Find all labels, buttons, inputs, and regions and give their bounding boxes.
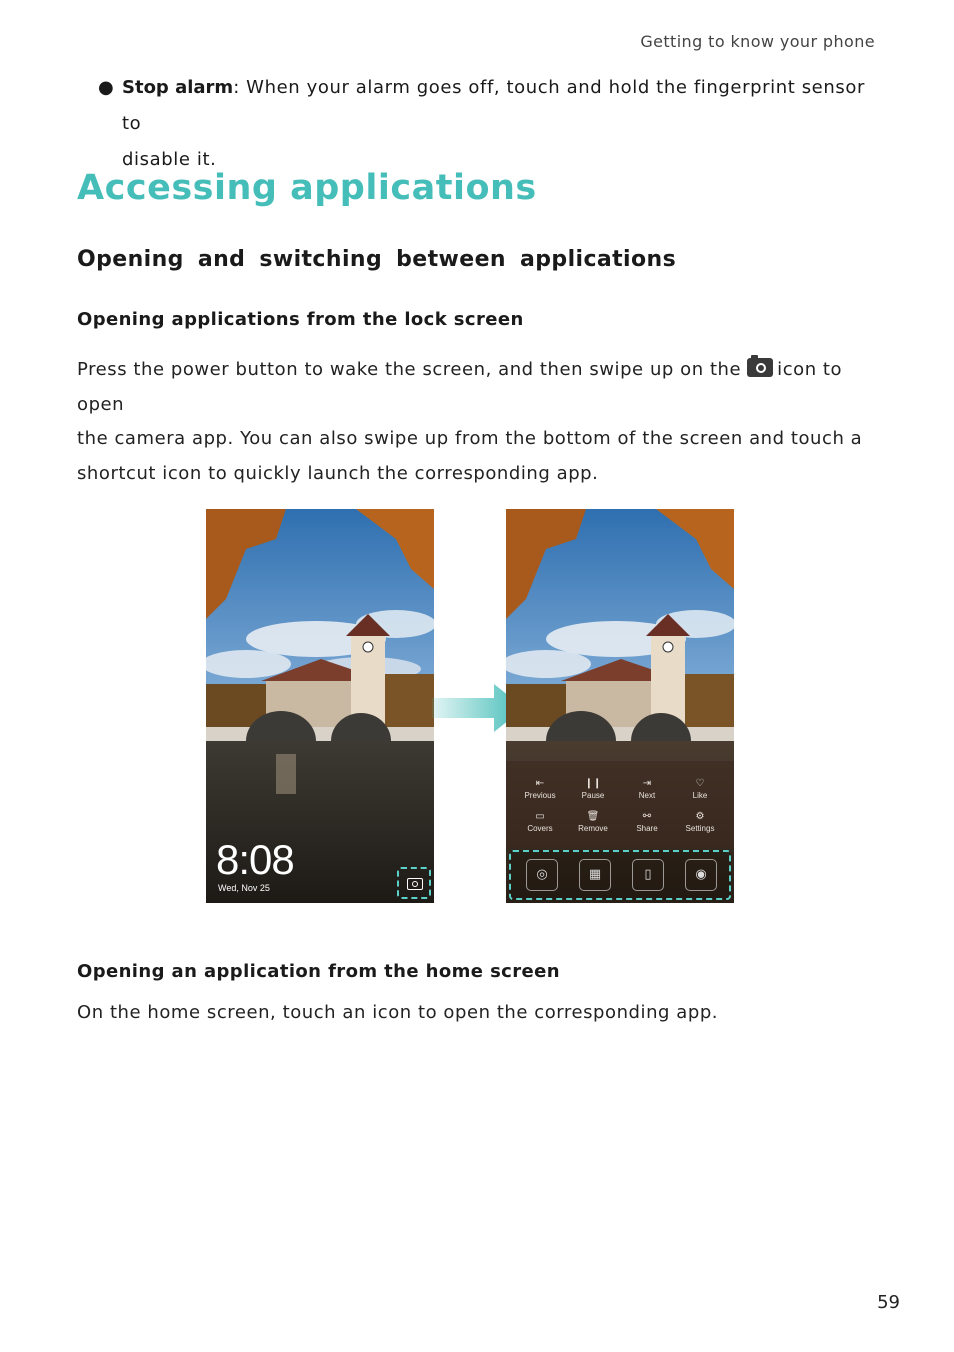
home-screen-paragraph: On the home screen, touch an icon to open the corresponding app. <box>77 1002 719 1023</box>
flashlight-icon: ▯ <box>644 867 652 882</box>
settings-label: Settings <box>685 824 715 833</box>
lock-screen-phone <box>206 509 434 903</box>
bullet-dot: ● <box>98 77 115 98</box>
pause-icon: ❙❙ <box>584 778 602 789</box>
previous-icon: ⇤ <box>535 778 545 789</box>
heart-icon: ♡ <box>695 778 705 789</box>
lock-screen-paragraph <box>77 353 877 491</box>
stop-alarm-bullet <box>98 70 878 178</box>
shortcut-tray <box>509 850 731 900</box>
recorder-icon: ◎ <box>536 867 548 882</box>
lock-screen-line3: shortcut icon to quickly launch the corresponding app. <box>77 462 599 484</box>
camera-icon <box>747 358 773 377</box>
music-control-panel <box>506 761 734 847</box>
home-screen-heading: Opening an application from the home screen <box>77 961 560 982</box>
share-label: Share <box>636 824 658 833</box>
next-icon: ⇥ <box>642 778 652 789</box>
covers-label: Covers <box>527 824 553 833</box>
pause-button[interactable] <box>567 777 619 800</box>
covers-icon: ▭ <box>535 811 545 822</box>
page-number: 59 <box>877 1292 900 1313</box>
next-label: Next <box>638 791 656 800</box>
share-button[interactable] <box>621 810 673 833</box>
pause-label: Pause <box>581 791 605 800</box>
next-button[interactable] <box>621 777 673 800</box>
like-button[interactable] <box>674 777 726 800</box>
bullet-text-line1: : When your alarm goes off, touch and hold the fingerprint sensor to <box>122 77 865 134</box>
like-label: Like <box>692 791 708 800</box>
lock-date: Wed, Nov 25 <box>218 883 270 893</box>
subsection-title: Opening and switching between applications <box>77 247 677 272</box>
bullet-term: Stop alarm <box>122 77 234 98</box>
trash-icon: 🗑 <box>586 811 600 822</box>
swipe-up-phone <box>506 509 734 903</box>
previous-button[interactable] <box>514 777 566 800</box>
lock-screen-line1-b: icon to open <box>77 359 843 415</box>
settings-button[interactable] <box>674 810 726 833</box>
recorder-shortcut[interactable] <box>526 859 558 891</box>
remove-button[interactable] <box>567 810 619 833</box>
bullet-text-line2: disable it. <box>122 149 217 170</box>
camera-icon: ◉ <box>695 867 707 882</box>
running-header: Getting to know your phone <box>640 32 875 51</box>
lock-screen-line2: the camera app. You can also swipe up from the bottom of the screen and touch a <box>77 428 863 449</box>
bullet-text <box>98 70 878 178</box>
camera-icon <box>407 878 423 890</box>
flashlight-shortcut[interactable] <box>632 859 664 891</box>
calculator-icon: ▦ <box>588 867 602 882</box>
section-title: Accessing applications <box>77 168 537 208</box>
calculator-shortcut[interactable] <box>579 859 611 891</box>
lock-clock: 8:08 <box>216 836 294 883</box>
share-icon: ⚯ <box>642 811 652 822</box>
lock-camera-shortcut[interactable] <box>397 867 431 899</box>
lock-screen-line1-a: Press the power button to wake the screen, and then swipe up on the <box>77 359 742 380</box>
gear-icon: ⚙ <box>695 811 705 822</box>
previous-label: Previous <box>524 791 556 800</box>
lock-screen-heading: Opening applications from the lock screen <box>77 309 524 330</box>
covers-button[interactable] <box>514 810 566 833</box>
remove-label: Remove <box>578 824 608 833</box>
camera-shortcut[interactable] <box>685 859 717 891</box>
